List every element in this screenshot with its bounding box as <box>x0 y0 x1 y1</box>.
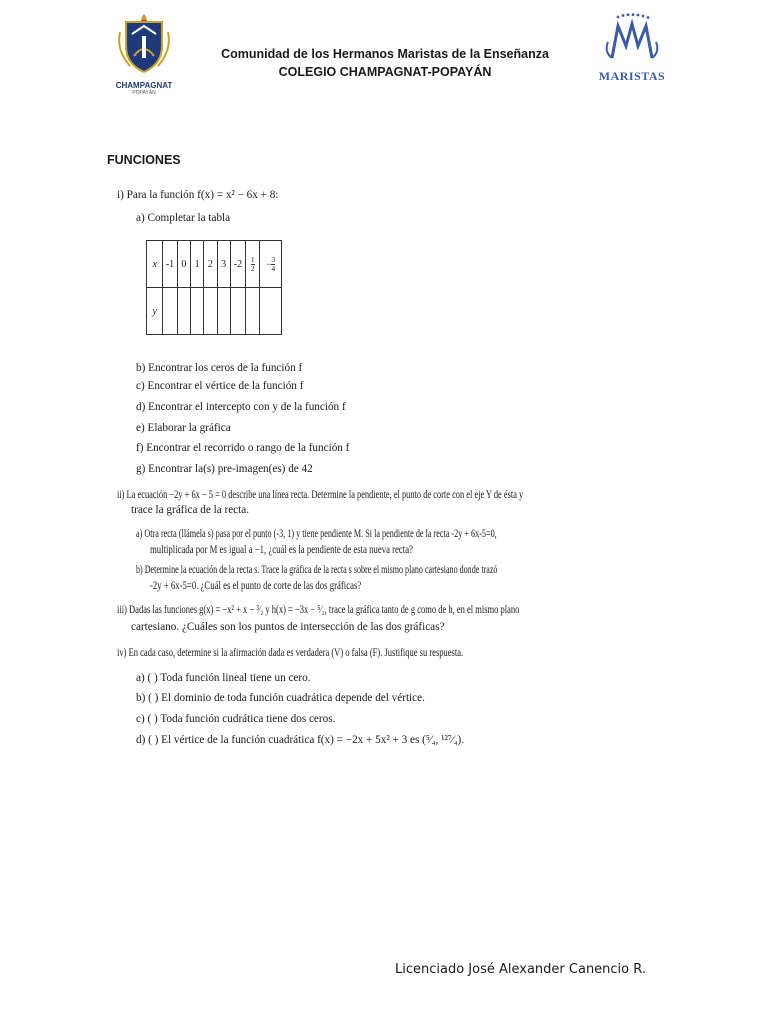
q4-item-a: a) ( ) Toda función lineal tiene un cero. <box>136 672 311 684</box>
header-line-2: COLEGIO CHAMPAGNAT-POPAYÁN <box>278 65 492 79</box>
table-cell: -2 <box>230 241 245 288</box>
q4-item-d: d) ( ) El vértice de la función cuadrática f(x) = −2x + 5x² + 3 es (⁵⁄₄, ¹²⁷⁄₄). <box>136 734 464 746</box>
q2-item-a-line-1: a) Otra recta (llámela s) pasa por el punto (-3, 1) y tiene pendiente M. Si la pendiente de la recta -2y + 6x-5=0, <box>136 528 497 540</box>
table-cell-empty <box>260 288 282 335</box>
fraction-numerator: 1 <box>250 254 255 264</box>
table-cell: 2 <box>204 241 217 288</box>
maristas-monogram-icon <box>596 12 668 64</box>
maristas-logo <box>596 12 668 83</box>
q2-item-b-line-2: -2y + 6x-5=0. ¿Cuál es el punto de corte de las dos gráficas? <box>150 580 362 592</box>
q1-intro: i) Para la función f(x) = x² − 6x + 8: <box>117 189 279 201</box>
value-table <box>146 240 282 335</box>
champagnat-logo-text: CHAMPAGNAT <box>115 81 173 90</box>
q1-item-c: c) Encontrar el vértice de la función f <box>136 380 304 392</box>
q1-item-g: g) Encontrar la(s) pre-imagen(es) de 42 <box>136 463 313 475</box>
q1-item-e: e) Elaborar la gráfica <box>136 422 231 434</box>
table-cell-empty <box>246 288 260 335</box>
table-cell: -1 <box>163 241 177 288</box>
q1-item-a: a) Completar la tabla <box>136 212 231 224</box>
section-title: FUNCIONES <box>107 153 181 167</box>
table-cell-empty <box>163 288 177 335</box>
q1-item-b: b) Encontrar los ceros de la función f <box>136 362 303 374</box>
q3-line-1: iii) Dadas las funciones g(x) = −x² + x − ³⁄₂ y h(x) = −3x − ⁵⁄₂, trace la gráfica tanto de g como de h, en el mismo plano <box>117 604 520 616</box>
table-header-y: y <box>147 288 163 335</box>
table-header-x: x <box>147 241 163 288</box>
table-cell-empty <box>177 288 190 335</box>
fraction-numerator: 3 <box>271 254 276 264</box>
table-cell-empty <box>230 288 245 335</box>
q1-item-f: f) Encontrar el recorrido o rango de la función f <box>136 442 350 454</box>
champagnat-logo-subtext: POPAYÁN <box>132 90 156 96</box>
q4-intro: iv) En cada caso, determine si la afirmación dada es verdadera (V) o falsa (F). Justifique su respuesta. <box>117 647 464 659</box>
champagnat-logo <box>112 12 176 96</box>
q4-item-c: c) ( ) Toda función cudrática tiene dos ceros. <box>136 713 336 725</box>
q4-item-b: b) ( ) El dominio de toda función cuadrática depende del vértice. <box>136 692 425 704</box>
table-cell-empty <box>190 288 203 335</box>
table-cell: 1 <box>190 241 203 288</box>
shield-emblem-icon <box>112 12 176 76</box>
table-cell: 0 <box>177 241 190 288</box>
header-line-1: Comunidad de los Hermanos Maristas de la Enseñanza <box>221 47 549 61</box>
signature: Licenciado José Alexander Canencio R. <box>395 962 646 977</box>
table-row-x <box>147 241 282 288</box>
fraction-sign: − <box>266 258 272 269</box>
fraction-denominator: 2 <box>250 263 255 273</box>
q2-line-1: ii) La ecuación −2y + 6x − 5 = 0 describe una línea recta. Determine la pendiente, el punto de corte con el eje Y de ésta y <box>117 489 524 501</box>
fraction-denominator: 4 <box>271 263 276 273</box>
table-cell-empty <box>204 288 217 335</box>
q1-item-d: d) Encontrar el intercepto con y de la función f <box>136 401 346 413</box>
table-row-y <box>147 288 282 335</box>
table-cell-fraction <box>246 241 260 288</box>
q3-line-2: cartesiano. ¿Cuáles son los puntos de intersección de las dos gráficas? <box>131 621 445 633</box>
q2-line-2: trace la gráfica de la recta. <box>131 504 249 516</box>
maristas-logo-text: MARISTAS <box>598 69 666 83</box>
table-cell-fraction <box>260 241 282 288</box>
q2-item-b-line-1: b) Determine la ecuación de la recta s. Trace la gráfica de la recta s sobre el mismo plano cartesiano donde trazó <box>136 564 498 576</box>
table-cell: 3 <box>217 241 230 288</box>
q2-item-a-line-2: multiplicada por M es igual a −1, ¿cuál es la pendiente de esta nueva recta? <box>150 544 413 556</box>
table-cell-empty <box>217 288 230 335</box>
